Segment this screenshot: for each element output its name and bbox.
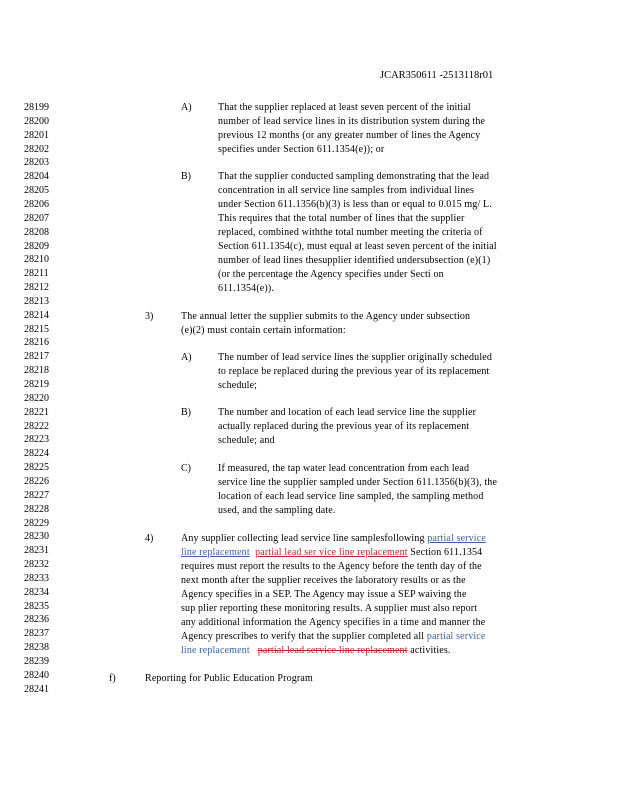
text-line: The number and location of each lead service line the supplier bbox=[218, 407, 477, 418]
item-label: 3) bbox=[145, 311, 154, 322]
line-number: 28240 bbox=[24, 669, 49, 681]
text-line: If measured, the tap water lead concentration from each lead bbox=[218, 463, 470, 474]
line-number: 28208 bbox=[24, 226, 49, 238]
line-number: 28237 bbox=[24, 628, 49, 640]
line-number: 28239 bbox=[24, 656, 49, 667]
line-number: 28238 bbox=[24, 642, 49, 654]
text-line: location of each lead service line sampled, the sampling method bbox=[218, 491, 484, 502]
plain-text: Agency prescribes to verify that the supplier completed all bbox=[181, 631, 427, 642]
line-number: 28211 bbox=[24, 268, 49, 280]
line-number: 28228 bbox=[24, 503, 49, 515]
line-number: 28229 bbox=[24, 517, 49, 529]
line-number: 28203 bbox=[24, 157, 49, 169]
text-line: (or the percentage the Agency specifies under Secti on bbox=[218, 269, 444, 280]
text-line: The annual letter the supplier submits to the Agency under subsection bbox=[181, 311, 471, 322]
text-line: That the supplier conducted sampling demonstrating that the lead bbox=[218, 171, 490, 182]
item-label: A) bbox=[181, 352, 192, 363]
item-label: f) bbox=[109, 673, 116, 684]
line-number: 28219 bbox=[24, 379, 49, 390]
item-label: C) bbox=[181, 463, 191, 474]
text-line bbox=[181, 546, 482, 560]
plain-text: activities. bbox=[407, 645, 451, 656]
text-line: under Section 611.1356(b)(3) is less than or equal to 0.015 mg/ L. bbox=[218, 199, 492, 210]
line-number: 28236 bbox=[24, 614, 49, 626]
inserted-text: partial service bbox=[427, 533, 486, 544]
inserted-text: line replacement bbox=[181, 645, 250, 656]
text-line: next month after the supplier receives the laboratory results or as the bbox=[181, 575, 466, 586]
item-label: A) bbox=[181, 102, 192, 113]
inserted-text: line replacement bbox=[181, 547, 250, 558]
text-line: This requires that the total number of lines that the supplier bbox=[218, 213, 465, 224]
line-number: 28202 bbox=[24, 143, 49, 155]
text-line: number of lead service lines in its distribution system during the bbox=[218, 116, 486, 127]
line-number: 28223 bbox=[24, 434, 49, 446]
line-number: 28210 bbox=[24, 254, 49, 266]
line-number: 28230 bbox=[24, 531, 49, 543]
line-number: 28235 bbox=[24, 600, 49, 612]
text-line: schedule; bbox=[218, 380, 258, 391]
line-number: 28215 bbox=[24, 323, 49, 335]
text-line: actually replaced during the previous year of its replacement bbox=[218, 421, 470, 432]
line-number: 28225 bbox=[24, 462, 49, 474]
text-line bbox=[181, 644, 451, 658]
text-line: previous 12 months (or any greater number of lines the Agency bbox=[218, 130, 481, 141]
item-label: B) bbox=[181, 407, 191, 418]
line-number: 28227 bbox=[24, 489, 49, 501]
deleted-text: partial lead service line replacement bbox=[257, 645, 408, 656]
line-number: 28226 bbox=[24, 475, 49, 487]
line-number: 28217 bbox=[24, 351, 49, 363]
plain-text: Section 611.1354 bbox=[407, 547, 483, 558]
line-number: 28241 bbox=[24, 683, 49, 695]
item-label: B) bbox=[181, 171, 191, 182]
line-number: 28206 bbox=[24, 198, 49, 210]
text-line: 611.1354(e)). bbox=[218, 283, 275, 294]
text-line: Agency specifies in a SEP. The Agency may issue a SEP waiving the bbox=[181, 589, 467, 600]
line-number: 28200 bbox=[24, 115, 49, 127]
text-line: sup plier reporting these monitoring results. A supplier must also report bbox=[181, 603, 478, 614]
line-number: 28214 bbox=[24, 309, 49, 321]
text-line bbox=[181, 532, 486, 546]
text-line: to replace be replaced during the previous year of its replacement bbox=[218, 366, 490, 377]
line-number: 28222 bbox=[24, 420, 49, 432]
text-line: any additional information the Agency specifies in a time and manner the bbox=[181, 617, 486, 628]
text-line: requires must report the results to the Agency before the tenth day of the bbox=[181, 561, 482, 572]
line-number: 28212 bbox=[24, 282, 49, 294]
revised-text: partial lead ser vice line replacement bbox=[255, 547, 408, 558]
plain-text: Any supplier collecting lead service line samplesfollowing bbox=[181, 533, 428, 544]
line-number: 28199 bbox=[24, 102, 49, 113]
line-number: 28220 bbox=[24, 392, 49, 404]
line-number: 28209 bbox=[24, 240, 49, 252]
section-heading: Reporting for Public Education Program bbox=[145, 673, 313, 684]
document-id-header: JCAR350611 -2513118r01 bbox=[380, 70, 494, 81]
text-line: schedule; and bbox=[218, 435, 275, 446]
text-line: used, and the sampling date. bbox=[218, 505, 336, 516]
line-number: 28218 bbox=[24, 365, 49, 377]
line-number: 28201 bbox=[24, 129, 49, 141]
text-line: concentration in all service line samples from individual lines bbox=[218, 185, 475, 196]
line-number: 28221 bbox=[24, 406, 49, 418]
text-line: Section 611.1354(c), must equal at least seven percent of the initial bbox=[218, 241, 497, 252]
line-number: 28232 bbox=[24, 559, 49, 571]
text-line: The number of lead service lines the supplier originally scheduled bbox=[218, 352, 492, 363]
text-line: number of lead lines thesupplier identified undersubsection (e)(1) bbox=[218, 255, 491, 266]
line-number: 28204 bbox=[24, 171, 49, 183]
line-number: 28207 bbox=[24, 212, 49, 224]
item-label: 4) bbox=[145, 533, 154, 544]
line-number: 28231 bbox=[24, 545, 49, 557]
line-number: 28213 bbox=[24, 295, 49, 307]
text-line: service line the supplier sampled under Section 611.1356(b)(3), the bbox=[218, 477, 498, 488]
line-number: 28205 bbox=[24, 185, 49, 197]
text-line: specifies under Section 611.1354(e)); or bbox=[218, 144, 385, 155]
line-number: 28233 bbox=[24, 572, 49, 584]
text-line: replaced, combined withthe total number meeting the criteria of bbox=[218, 227, 483, 238]
line-number: 28234 bbox=[24, 586, 49, 598]
line-number: 28224 bbox=[24, 448, 49, 460]
line-number: 28216 bbox=[24, 337, 49, 349]
text-line: (e)(2) must contain certain information: bbox=[181, 325, 346, 336]
inserted-text: partial service bbox=[426, 631, 486, 642]
text-line: That the supplier replaced at least seven percent of the initial bbox=[218, 102, 471, 113]
text-line bbox=[181, 630, 485, 644]
